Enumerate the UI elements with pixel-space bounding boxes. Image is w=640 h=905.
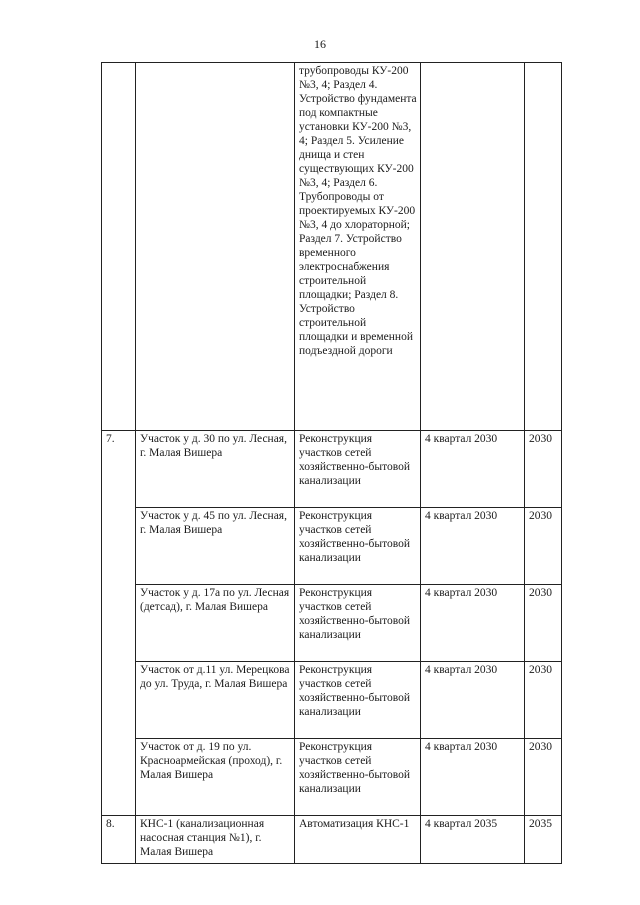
- table-row: [102, 585, 562, 662]
- object-cell: Участок от д. 19 по ул. Красноармейская (проход), г. Малая Вишера: [136, 739, 295, 816]
- object-cell: Участок у д. 30 по ул. Лесная, г. Малая Вишера: [136, 431, 295, 508]
- deadline-cell: 4 квартал 2030: [421, 431, 525, 508]
- work-description-cell: Реконструкция участков сетей хозяйственно-бытовой канализации: [295, 739, 421, 816]
- work-description-cell: Реконструкция участков сетей хозяйственно-бытовой канализации: [295, 431, 421, 508]
- page-number: 16: [314, 37, 326, 51]
- row-number-cell: 8.: [102, 816, 136, 864]
- object-cell: КНС-1 (канализационная насосная станция №1), г. Малая Вишера: [136, 816, 295, 864]
- work-description-cell: Реконструкция участков сетей хозяйственно-бытовой канализации: [295, 662, 421, 739]
- measures-table: [101, 62, 562, 864]
- row-number-cell: 7.: [102, 431, 136, 816]
- year-cell: 2030: [525, 585, 562, 662]
- object-cell: [136, 63, 295, 431]
- table-row: [102, 816, 562, 864]
- table-row: [102, 508, 562, 585]
- work-description-cell: Реконструкция участков сетей хозяйственно-бытовой канализации: [295, 585, 421, 662]
- object-cell: Участок у д. 45 по ул. Лесная, г. Малая Вишера: [136, 508, 295, 585]
- object-cell: Участок у д. 17а по ул. Лесная (детсад), г. Малая Вишера: [136, 585, 295, 662]
- work-description-cell: Реконструкция участков сетей хозяйственно-бытовой канализации: [295, 508, 421, 585]
- deadline-cell: 4 квартал 2030: [421, 739, 525, 816]
- table-row: [102, 662, 562, 739]
- row-number-cell: [102, 63, 136, 431]
- deadline-cell: 4 квартал 2030: [421, 662, 525, 739]
- year-cell: 2035: [525, 816, 562, 864]
- deadline-cell: 4 квартал 2030: [421, 585, 525, 662]
- deadline-cell: 4 квартал 2035: [421, 816, 525, 864]
- year-cell: 2030: [525, 508, 562, 585]
- deadline-cell: 4 квартал 2030: [421, 508, 525, 585]
- year-cell: 2030: [525, 431, 562, 508]
- year-cell: 2030: [525, 662, 562, 739]
- work-description-cell: трубопроводы КУ-200 №3, 4; Раздел 4. Устройство фундамента под компактные установки КУ-200 №3, 4; Раздел 5. Усиление днища и стен существующих КУ-200 №3, 4; Раздел 6. Трубопроводы от проектируемых КУ-200 №3, 4 до хлораторной; Раздел 7. Устройство временного электроснабжения строительной площадки; Раздел 8. Устройство строительной площадки и временной подъездной дороги: [295, 63, 421, 431]
- year-cell: [525, 63, 562, 431]
- work-description-cell: Автоматизация КНС-1: [295, 816, 421, 864]
- deadline-cell: [421, 63, 525, 431]
- object-cell: Участок от д.11 ул. Мерецкова до ул. Труда, г. Малая Вишера: [136, 662, 295, 739]
- table-row: [102, 739, 562, 816]
- year-cell: 2030: [525, 739, 562, 816]
- table-row: [102, 63, 562, 431]
- table-row: [102, 431, 562, 508]
